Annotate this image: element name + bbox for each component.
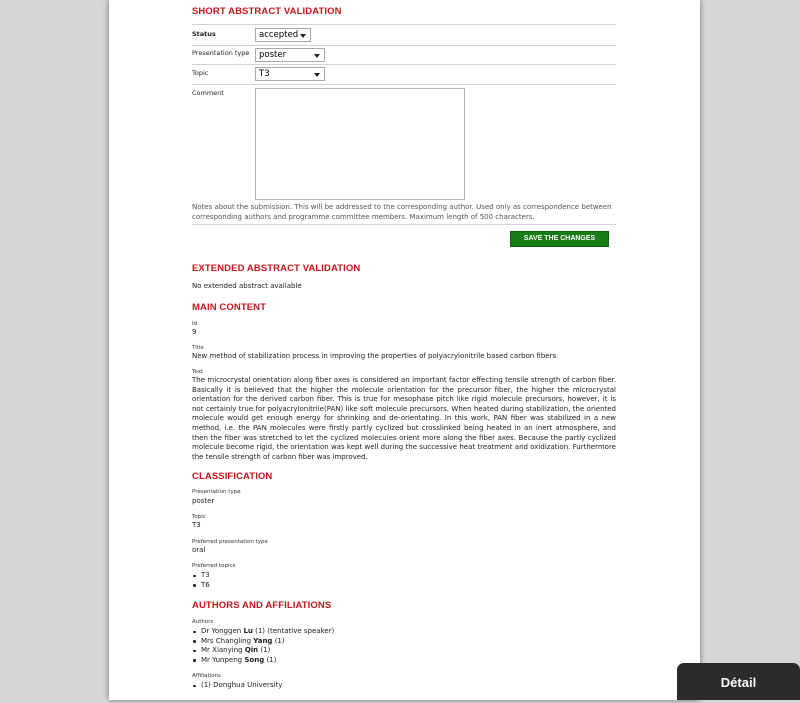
- authors-list: [192, 627, 334, 665]
- affiliations-list: [192, 681, 282, 691]
- presentation-type-value: poster: [259, 50, 287, 60]
- chevron-down-icon: [314, 54, 320, 58]
- list-item: T3: [201, 571, 210, 579]
- authors-heading: AUTHORS AND AFFILIATIONS: [192, 600, 332, 611]
- chevron-down-icon: [314, 73, 320, 77]
- notes-line-2: corresponding authors and programme committee members. Maximum length of 500 characters.: [192, 212, 535, 221]
- topic-label: Topic: [192, 69, 209, 77]
- author-surname: Lu: [243, 627, 253, 635]
- divider: [192, 24, 616, 25]
- author-first-name: Mr Xianying: [201, 646, 243, 655]
- save-changes-button[interactable]: SAVE THE CHANGES: [510, 231, 609, 247]
- author-affiliation-ref: (1): [260, 646, 271, 655]
- status-value: accepted: [259, 30, 299, 40]
- authors-label: Authors: [192, 619, 214, 625]
- author-affiliation-ref: (1): [266, 655, 277, 664]
- author-affiliation-ref: (1) (tentative speaker): [255, 627, 335, 635]
- author-surname: Song: [244, 655, 265, 664]
- status-select[interactable]: [255, 28, 311, 42]
- classification-topic-label: Topic: [192, 514, 206, 520]
- presentation-type-label: Presentation type: [192, 49, 250, 57]
- document-page: [109, 0, 700, 700]
- divider: [192, 84, 616, 85]
- comment-notes: [192, 203, 616, 222]
- classification-topic-value: T3: [192, 521, 201, 529]
- comment-label: Comment: [192, 89, 224, 97]
- title-value: New method of stabilization process in improving the properties of polyacrylonitrile based carbon fibers: [192, 352, 557, 360]
- divider: [192, 64, 616, 65]
- list-item: [201, 637, 334, 647]
- author-surname: Qin: [244, 646, 259, 655]
- author-first-name: Mrs Changling: [201, 636, 252, 645]
- preferred-presentation-label: Preferred presentation type: [192, 539, 268, 545]
- comment-textarea[interactable]: [255, 88, 465, 200]
- author-surname: Yang: [253, 636, 273, 645]
- list-item: [201, 646, 334, 656]
- abstract-text: The microcrystal orientation along fiber axes is considered an important factor effecting tensile strength of carbon fiber. Basically it is believed that the higher the molecule orientation for the precursor fiber, the higher the microcrystal orientation for the derived carbon fiber. This is true for mesophase pitch like rigid molecule precursors, however, it is not certainly true for polyacrylonitrile(PAN) like soft molecule precursors. When heated during stabilization, the oriented molecule would get enough energy for shrinking and de-orientating. In this work, PAN fiber was stabilized in a new method, i.e. the PAN molecules were firstly partly cyclized but crosslinked being heated in an inert atmosphere, and then the fiber was stretched to let the cyclized molecules orient more along the fiber axes. Because the partly cyclized molecule become rigid, the orientation was kept well during the successive heat treatment and oxidization. Furthermore the tensile strength of carbon fiber was improved.: [192, 376, 616, 461]
- detail-tab[interactable]: Détail: [677, 663, 800, 700]
- author-affiliation-ref: (1): [274, 636, 285, 645]
- main-content-heading: MAIN CONTENT: [192, 302, 267, 313]
- list-item: [201, 627, 334, 637]
- notes-line-1: Notes about the submission. This will be addressed to the corresponding author. Used only as correspondence between: [192, 203, 612, 211]
- author-first-name: Mr Yunpeng: [201, 655, 243, 664]
- id-value: 9: [192, 328, 197, 336]
- topic-select[interactable]: [255, 67, 325, 81]
- preferred-topics-list: [192, 571, 210, 590]
- list-item: T6: [201, 580, 210, 589]
- presentation-type-select[interactable]: [255, 48, 325, 62]
- preferred-topics-label: Preferred topics: [192, 563, 236, 569]
- id-label: Id: [192, 321, 198, 327]
- status-label: Status: [192, 30, 216, 38]
- author-first-name: Dr Yonggen: [201, 627, 242, 635]
- classification-presentation-type-label: Presentation type: [192, 489, 241, 495]
- text-label: Text: [192, 369, 204, 375]
- classification-presentation-type-value: poster: [192, 497, 215, 505]
- divider: [192, 224, 616, 225]
- affiliations-label: Affiliations: [192, 673, 221, 679]
- divider: [192, 45, 616, 46]
- extended-abstract-heading: EXTENDED ABSTRACT VALIDATION: [192, 263, 361, 274]
- list-item: [201, 656, 334, 666]
- no-extended-abstract-message: No extended abstract available: [192, 282, 302, 290]
- classification-heading: CLASSIFICATION: [192, 471, 273, 482]
- title-label: Title: [192, 345, 204, 351]
- chevron-down-icon: [300, 34, 306, 38]
- preferred-presentation-value: oral: [192, 546, 206, 554]
- list-item: (1) Donghua University: [201, 681, 283, 689]
- topic-value: T3: [259, 69, 270, 79]
- short-abstract-heading: SHORT ABSTRACT VALIDATION: [192, 6, 342, 17]
